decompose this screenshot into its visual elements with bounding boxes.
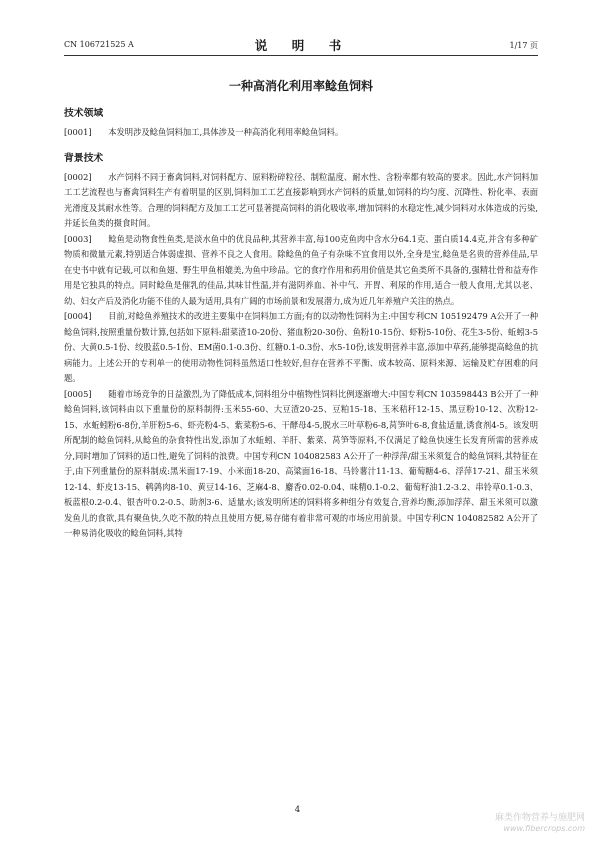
section-heading: 背景技术 <box>64 152 104 164</box>
paragraph-text: 目前,对鲶鱼养殖技术的改进主要集中在饲料加工方面;有的以动物性饲料为主:中国专利CN 105192479 A公开了一种鲶鱼饲料,按照重量份数计算,包括如下原料:甜菜渣10-20份、猪血粉20-30份、鱼粉10-15份、虾粉5-10份、花生3-5份、蚯蚓3-5份、大黄0.5-1份、绞股蓝0.5-1份、EM菌0.1-0.3份、红糖0.1-0.3份、水5-10份,该发明营养丰富,添加中草药,能够提高鲶鱼的抗病能力。上述公开的专利单一的使用动物性饲料虽然适口性较好,但存在营养不平衡、成本较高、原料来源、运输及贮存困难的问题。 <box>64 311 538 383</box>
page-header <box>64 36 538 52</box>
document-type: 说 明 书 <box>254 38 348 53</box>
watermark-site-name: 麻类作物营养与施肥网 <box>494 813 585 823</box>
paragraph-text: 本发明涉及鲶鱼饲料加工,具体涉及一种高消化利用率鲶鱼饲料。 <box>108 127 344 137</box>
patent-number: CN 106721525 A <box>64 40 134 49</box>
document-body <box>64 108 538 542</box>
paragraph <box>64 232 538 310</box>
paragraph <box>64 387 538 542</box>
paragraph-number: [0004] <box>64 311 92 321</box>
page-reference: 1/17 页 <box>509 41 538 50</box>
document-title: 一种高消化利用率鲶鱼饲料 <box>228 79 373 93</box>
section-background-art <box>64 153 538 542</box>
section-technical-field <box>64 108 538 141</box>
watermark <box>495 813 585 834</box>
paragraph <box>64 125 538 141</box>
paragraph <box>64 170 538 232</box>
paragraph-number: [0005] <box>64 388 92 399</box>
page-number: 4 <box>294 805 301 815</box>
paragraph <box>64 309 538 387</box>
header-divider <box>64 55 538 56</box>
section-heading: 技术领域 <box>64 108 104 119</box>
paragraph-text: 随着市场竞争的日益激烈,为了降低成本,饲料组分中植物性饲料比例逐渐增大:中国专利CN 103598443 B公开了一种鲶鱼饲料,该饲料由以下重量份的原料制得:玉米55-60、大豆渣20-25、豆粕15-18、玉米秸秆12-15、黑豆粉10-12、次粉12-15、水蚯蚓粉6-8份,羊肝粉5-6、虾壳粉4-5、紫菜粉5-6、干酵母4-5,脱水三叶草粉6-8,莴笋叶6-8,食盐适量,诱食剂4-5。该发明所配制的鲶鱼饲料,从鲶鱼的杂食特性出发,添加了水蚯蚓、羊肝、紫菜、莴笋等原料,不仅满足了鲶鱼快速生长发育所需的营养成分,同时增加了饲料的适口性,避免了饲料的浪费。中国专利CN 104082583 A公开了一种浮萍/甜玉米须复合的鲶鱼饲料,其特征在于,由下列重量份的原料制成:黑米面17-19、小米面18-20、高粱面16-18、马铃薯汁11-13、葡萄糖4-6、浮萍17-21、甜玉米须12-14、虾皮13-15、鹌鹑肉8-10、黄豆14-16、芝麻4-8、麝香0.02-0.04、味精0.1-0.2、葡萄籽油1.2-3.2、串铃草0.1-0.3、板蓝根0.2-0.4、银杏叶0.2-0.5、助剂3-6、适量水;该发明所述的饲料将多种组分有效复合,营养均衡,添加浮萍、甜玉米须可以激发鱼儿的食欲,具有聚鱼快,久吃不散的特点且使用方便,易存储有着非常可观的市场应用前景。中国专利CN 104082582 A公开了一种易消化吸收的鲶鱼饲料,其特 <box>64 388 538 538</box>
paragraph-number: [0002] <box>64 171 92 182</box>
watermark-url: www.fibercrops.com <box>503 824 585 833</box>
paragraph-text: 水产饲料不同于畜禽饲料,对饲料配方、原料粉碎粒径、制粒温度、耐水性、含粉率都有较高的要求。因此,水产饲料加工工艺流程也与畜禽饲料生产有着明显的区别,饲料加工工艺直接影响到水产饲料的质量,如饲料的均匀度、沉降性、粉化率、表面光滑度及其耐水性等。合理的饲料配方及加工工艺可显著提高饲料的消化吸收率,增加饲料的水稳定性,减少饲料对水体造成的污染,并延长鱼类的摄食时间。 <box>64 171 538 228</box>
paragraph-text: 鲶鱼是动物食性鱼类,是淡水鱼中的优良品种,其营养丰富,每100克鱼肉中含水分64.1克、蛋白质14.4克,并含有多种矿物质和微量元素,特别适合体弱虚损、营养不良之人食用。除鲶鱼的鱼子有杂味不宜食用以外,全身是宝,鲶鱼是名贵的营养佳品,早在史书中就有记载,可以和鱼翅、野生甲鱼相媲美,为鱼中珍品。它的食疗作用和药用价值是其它鱼类所不具备的,强精壮骨和益寿作用是它独具的特点。同时鲶鱼是催乳的佳品,其味甘性温,并有滋阴养血、补中气、开胃、利尿的作用,适合一般人食用,尤其以老、幼、妇女产后及消化功能不佳的人最为适用,具有广阔的市场前景和发展潜力,成为近几年养殖户关注的热点。 <box>64 233 538 306</box>
paragraph-number: [0001] <box>64 127 92 137</box>
paragraph-number: [0003] <box>64 233 92 244</box>
